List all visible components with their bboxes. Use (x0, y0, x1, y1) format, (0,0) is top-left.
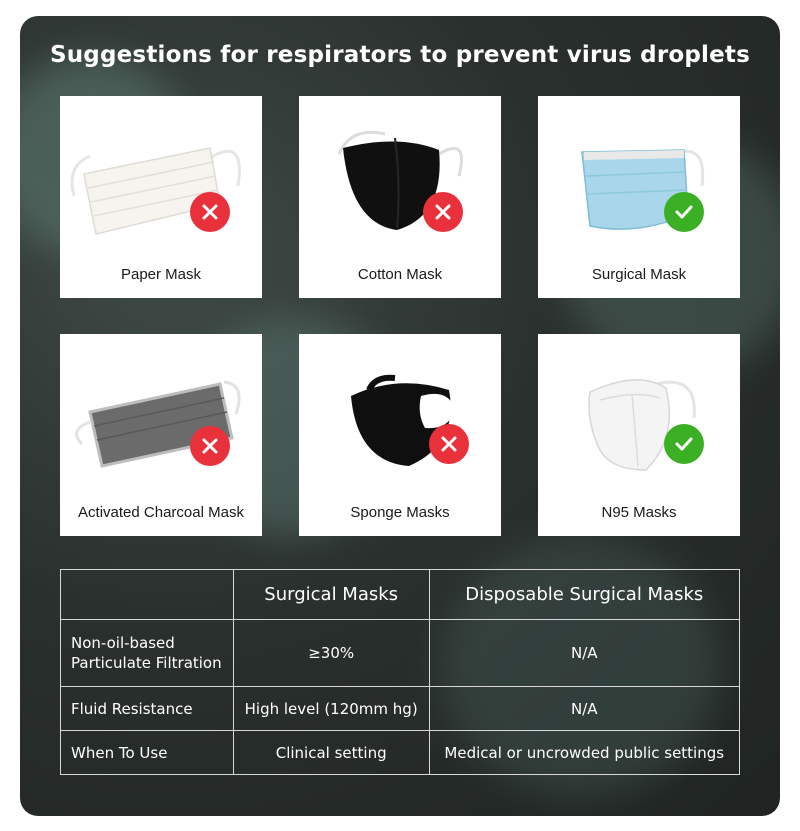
mask-label: Sponge Masks (350, 504, 450, 521)
table-cell: N/A (429, 620, 739, 687)
mask-label: N95 Masks (601, 504, 677, 521)
comparison-table (60, 569, 740, 775)
infographic-panel (20, 16, 780, 816)
mask-card-surgical (538, 96, 740, 298)
table-header-disposable: Disposable Surgical Masks (429, 570, 739, 620)
mask-card-charcoal (60, 334, 262, 536)
mask-label: Paper Mask (120, 266, 202, 283)
row-header: Fluid Resistance (61, 687, 234, 731)
not-recommended-badge (190, 426, 230, 466)
mask-card-paper (60, 96, 262, 298)
activated-charcoal-mask-image (60, 334, 262, 494)
not-recommended-badge (190, 192, 230, 232)
not-recommended-badge (429, 424, 469, 464)
table-header-surgical: Surgical Masks (233, 570, 429, 620)
paper-mask-image (60, 96, 262, 256)
not-recommended-badge (423, 192, 463, 232)
table-row (61, 731, 740, 775)
table-cell: Medical or uncrowded public settings (429, 731, 739, 775)
row-header: When To Use (61, 731, 234, 775)
cross-icon (200, 436, 220, 456)
mask-card-sponge (299, 334, 501, 536)
row-header: Non-oil-based Particulate Filtration (61, 620, 234, 687)
table-cell: N/A (429, 687, 739, 731)
table-cell: Clinical setting (233, 731, 429, 775)
cotton-mask-image (299, 96, 501, 256)
sponge-mask-image (299, 334, 501, 494)
page-title: Suggestions for respirators to prevent virus droplets (49, 42, 751, 68)
cross-icon (433, 202, 453, 222)
cross-icon (200, 202, 220, 222)
surgical-mask-image (538, 96, 740, 256)
table-header-empty (61, 570, 234, 620)
table-row (61, 620, 740, 687)
table-header-row (61, 570, 740, 620)
mask-card-n95 (538, 334, 740, 536)
table-cell: High level (120mm hg) (233, 687, 429, 731)
mask-label: Surgical Mask (591, 266, 687, 283)
table-cell: ≥30% (233, 620, 429, 687)
check-icon (673, 433, 695, 455)
mask-card-cotton (299, 96, 501, 298)
table-row (61, 687, 740, 731)
mask-label: Cotton Mask (357, 266, 443, 283)
mask-label: Activated Charcoal Mask (78, 504, 244, 521)
recommended-badge (664, 192, 704, 232)
n95-mask-image (538, 334, 740, 494)
recommended-badge (664, 424, 704, 464)
cross-icon (439, 434, 459, 454)
check-icon (673, 201, 695, 223)
